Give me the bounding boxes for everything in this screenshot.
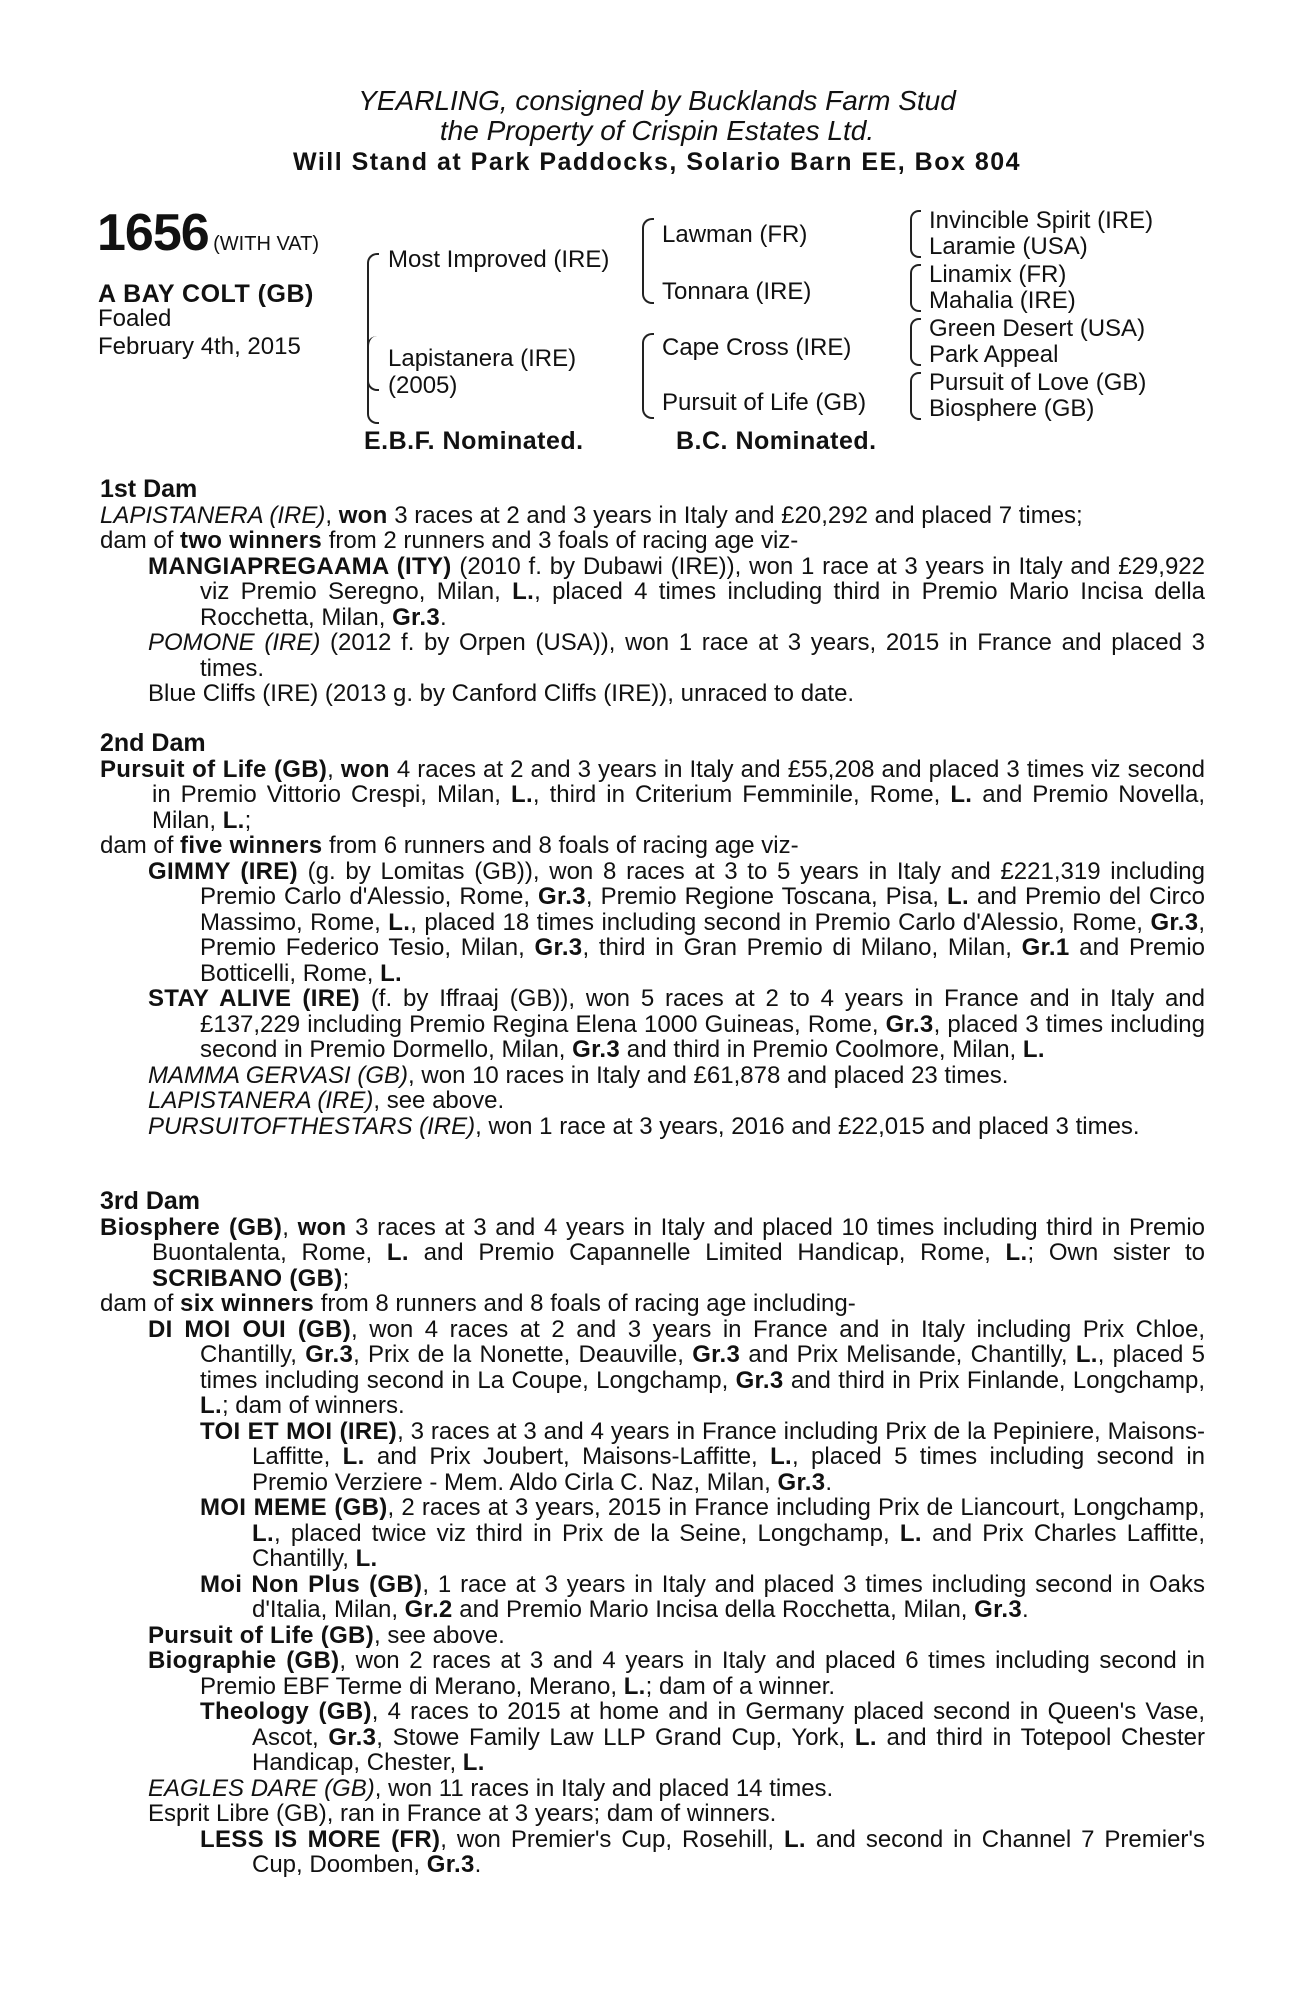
bold-text: L. bbox=[783, 1825, 806, 1853]
bold-text: L. bbox=[1022, 1036, 1045, 1063]
text-run: from 8 runners and 8 foals of racing age including- bbox=[314, 1290, 856, 1317]
text-run: 4 races at 2 and 3 years in Italy and £55,208 and placed 3 times viz second in Premio Vittorio Crespi, Milan, bbox=[152, 755, 1206, 808]
text-run: . bbox=[440, 603, 447, 631]
text-run: , 4 races to 2015 at home and in Germany placed second in Queen's Vase, Ascot, bbox=[252, 1698, 1206, 1751]
bold-text: won bbox=[338, 501, 388, 529]
grandsire-3: Green Desert (USA) bbox=[929, 315, 1146, 342]
text-run: (g. by Lomitas (GB)), won 8 races at 3 to 5 years in Italy and £221,319 including Premio Carlo d'Alessio, Rome, bbox=[200, 857, 1205, 910]
text-run: Esprit Libre (GB), ran in France at 3 years; dam of winners. bbox=[148, 1800, 777, 1827]
first-dam-heading: 1st Dam bbox=[100, 475, 198, 503]
third-dam-para-8 bbox=[100, 1648, 1205, 1699]
text-run: and Prix Melisande, Chantilly, bbox=[740, 1341, 1076, 1368]
bold-text: Biosphere (GB) bbox=[100, 1213, 283, 1241]
text-run: dam of bbox=[100, 832, 181, 859]
second-dam-section bbox=[100, 731, 1205, 1139]
text-run: . bbox=[474, 1851, 482, 1878]
bold-text: Biographie (GB) bbox=[148, 1647, 340, 1674]
bold-text: STAY ALIVE (IRE) bbox=[148, 985, 360, 1012]
pedigree-brace-4 bbox=[910, 210, 921, 258]
bold-text: Gr.3 bbox=[777, 1468, 826, 1496]
bold-text: L. bbox=[770, 1443, 793, 1470]
third-dam-para-3 bbox=[100, 1317, 1205, 1419]
third-dam-para-6 bbox=[100, 1572, 1205, 1623]
text-run: and Prix Charles Laffitte, Chantilly, bbox=[252, 1519, 1206, 1572]
third-dam-para-4 bbox=[100, 1419, 1205, 1496]
bold-text: Gr.3 bbox=[305, 1341, 354, 1368]
bold-text: Gr.3 bbox=[885, 1010, 934, 1038]
granddam-3: Park Appeal bbox=[929, 341, 1059, 368]
header-line-2: the Property of Crispin Estates Ltd. bbox=[439, 115, 875, 146]
third-dam-para-10 bbox=[100, 1776, 1205, 1802]
pedigree-brace-2 bbox=[642, 218, 654, 304]
bold-text: L. bbox=[1075, 1341, 1098, 1368]
bold-text: Gr.3 bbox=[534, 934, 583, 961]
text-run: , placed 5 times including second in Premio Verziere - Mem. Aldo Cirla C. Naz, Milan, bbox=[252, 1443, 1206, 1496]
text-run: and third in Prix Finlande, Longchamp, bbox=[783, 1366, 1206, 1394]
first-dam-para-2 bbox=[100, 528, 1205, 554]
bold-text: LESS IS MORE (FR) bbox=[200, 1825, 441, 1853]
second-dam-para-2 bbox=[100, 833, 1205, 859]
bold-text: L. bbox=[510, 781, 533, 808]
text-run: , Premio Regione Toscana, Pisa, bbox=[585, 883, 947, 910]
pedigree-brace-3 bbox=[642, 333, 654, 419]
bold-text: Gr.3 bbox=[735, 1366, 784, 1394]
dam-dam: Pursuit of Life (GB) bbox=[662, 389, 867, 416]
dam-year: (2005) bbox=[388, 372, 458, 399]
bold-text: L. bbox=[899, 1519, 922, 1547]
header-line-1: YEARLING, consigned by Bucklands Farm Stud bbox=[358, 85, 956, 116]
text-run: , won 4 races at 2 and 3 years in France and in Italy including Prix Chloe, Chantilly, bbox=[200, 1315, 1205, 1368]
first-dam-para-1 bbox=[100, 503, 1205, 529]
text-run: , Premio Federico Tesio, Milan, bbox=[200, 908, 1206, 961]
text-run: and Premio Mario Incisa della Rocchetta, Milan, bbox=[452, 1596, 975, 1623]
text-run: (f. by Iffraaj (GB)), won 5 races at 2 to 4 years in France and in Italy and £137,229 including Premio Regina Elena 1000 Guineas, Rome, bbox=[200, 985, 1205, 1038]
bold-text: two winners bbox=[180, 527, 323, 554]
first-dam-para-3 bbox=[100, 554, 1205, 631]
third-dam-heading: 3rd Dam bbox=[100, 1187, 201, 1215]
text-run: from 2 runners and 3 foals of racing age viz- bbox=[322, 527, 799, 554]
bold-text: L. bbox=[1005, 1239, 1028, 1266]
lot-number-block bbox=[97, 203, 319, 263]
bold-text: Pursuit of Life (GB) bbox=[148, 1621, 374, 1649]
italic-text: LAPISTANERA (IRE) bbox=[100, 501, 326, 529]
granddam-4: Biosphere (GB) bbox=[929, 395, 1095, 422]
bold-text: Moi Non Plus (GB) bbox=[200, 1570, 423, 1598]
bc-nominated: B.C. Nominated. bbox=[676, 427, 877, 455]
text-run: , 2 races at 3 years, 2015 in France including Prix de Liancourt, Longchamp, bbox=[387, 1494, 1205, 1521]
text-run: ; bbox=[342, 1264, 350, 1292]
bold-text: five winners bbox=[180, 832, 323, 859]
second-dam-heading: 2nd Dam bbox=[100, 729, 206, 757]
bold-text: Gr.1 bbox=[1021, 934, 1070, 961]
text-run: , third in Criterium Femminile, Rome, bbox=[532, 781, 951, 808]
bold-text: Gr.3 bbox=[426, 1851, 475, 1878]
bold-text: L. bbox=[355, 1545, 378, 1572]
third-dam-para-5 bbox=[100, 1495, 1205, 1572]
text-run: 3 races at 3 and 4 years in Italy and placed 10 times including third in Premio Buontalenta, Rome, bbox=[152, 1213, 1206, 1266]
bold-text: MOI MEME (GB) bbox=[200, 1494, 388, 1521]
text-run: , bbox=[325, 501, 339, 529]
third-dam-para-12 bbox=[100, 1827, 1205, 1878]
text-run: ; dam of winners. bbox=[221, 1392, 405, 1419]
first-dam-section bbox=[100, 477, 1205, 707]
second-dam-para-4 bbox=[100, 986, 1205, 1063]
bold-text: Gr.3 bbox=[692, 1341, 741, 1368]
third-dam-section bbox=[100, 1189, 1205, 1878]
text-run: , placed 5 times including second in La Coupe, Longchamp, bbox=[200, 1341, 1206, 1394]
text-run: and second in Channel 7 Premier's Cup, Doomben, bbox=[252, 1825, 1205, 1878]
bold-text: Gr.2 bbox=[404, 1596, 453, 1623]
lot-number: 1656 bbox=[97, 204, 209, 262]
third-dam-para-1 bbox=[100, 1215, 1205, 1292]
bold-text: won bbox=[340, 755, 390, 783]
second-dam-para-6 bbox=[100, 1088, 1205, 1114]
bold-text: L. bbox=[222, 806, 245, 834]
bold-text: Gr.3 bbox=[392, 603, 440, 631]
bold-text: L. bbox=[512, 578, 535, 605]
grandsire-2: Linamix (FR) bbox=[929, 261, 1067, 288]
text-run: ; dam of a winner. bbox=[645, 1672, 836, 1700]
dam: Lapistanera (IRE) bbox=[388, 345, 577, 372]
bold-text: SCRIBANO (GB) bbox=[152, 1264, 343, 1292]
text-run: , 1 race at 3 years in Italy and placed 3 times including second in Oaks d'Italia, Milan, bbox=[252, 1570, 1205, 1623]
text-run: and third in Premio Coolmore, Milan, bbox=[620, 1036, 1023, 1063]
bold-text: Pursuit of Life (GB) bbox=[100, 755, 328, 783]
text-run: (2010 f. by Dubawi (IRE)), won 1 race at 3 years in Italy and £29,922 viz Premio Seregno, Milan, bbox=[200, 552, 1205, 605]
text-run: , 3 races at 3 and 4 years in France including Prix de la Pepiniere, Maisons-Laffitte, bbox=[252, 1417, 1205, 1470]
text-run: , won 10 races in Italy and £61,878 and placed 23 times. bbox=[408, 1061, 1009, 1089]
text-run: , see above. bbox=[373, 1621, 505, 1649]
text-run: , won 1 race at 3 years, 2016 and £22,015 and placed 3 times. bbox=[475, 1112, 1140, 1140]
header-line-3: Will Stand at Park Paddocks, Solario Barn EE, Box 804 bbox=[292, 148, 1022, 176]
bold-text: L. bbox=[462, 1749, 485, 1776]
bold-text: DI MOI OUI (GB) bbox=[148, 1315, 352, 1343]
second-dam-para-3 bbox=[100, 859, 1205, 987]
sire: Most Improved (IRE) bbox=[388, 246, 610, 273]
foaled-label: Foaled bbox=[98, 305, 172, 332]
text-run: and Premio del Circo Massimo, Rome, bbox=[200, 883, 1205, 936]
vat-label: (WITH VAT) bbox=[213, 233, 320, 255]
text-run: and Premio Novella, Milan, bbox=[152, 781, 1206, 834]
text-run: dam of bbox=[100, 1290, 181, 1317]
text-run: (2012 f. by Orpen (USA)), won 1 race at 3 years, 2015 in France and placed 3 times. bbox=[200, 629, 1206, 682]
italic-text: PURSUITOFTHESTARS (IRE) bbox=[148, 1112, 476, 1140]
first-dam-para-4 bbox=[100, 630, 1205, 681]
text-run: , Stowe Family Law LLP Grand Cup, York, bbox=[376, 1723, 855, 1751]
text-run: , placed twice viz third in Prix de la Seine, Longchamp, bbox=[273, 1519, 900, 1547]
bold-text: L. bbox=[342, 1443, 365, 1470]
pedigree-brace-7 bbox=[910, 372, 921, 420]
bold-text: MANGIAPREGAAMA (ITY) bbox=[148, 552, 452, 580]
bold-text: Gr.3 bbox=[538, 883, 586, 910]
text-run: 3 races at 2 and 3 years in Italy and £20,292 and placed 7 times; bbox=[387, 501, 1083, 529]
italic-text: POMONE (IRE) bbox=[148, 629, 321, 656]
pedigree-brace-6 bbox=[910, 318, 921, 366]
italic-text: MAMMA GERVASI (GB) bbox=[148, 1061, 409, 1089]
text-run: , placed 18 times including second in Premio Carlo d'Alessio, Rome, bbox=[410, 908, 1151, 936]
colt-title: A BAY COLT (GB) bbox=[98, 280, 314, 308]
sire-sire: Lawman (FR) bbox=[662, 221, 808, 248]
third-dam-para-11 bbox=[100, 1801, 1205, 1827]
italic-text: LAPISTANERA (IRE) bbox=[148, 1087, 374, 1114]
text-run: and Prix Joubert, Maisons-Laffitte, bbox=[364, 1443, 771, 1470]
bold-text: L. bbox=[854, 1723, 877, 1751]
text-run: ; Own sister to bbox=[1027, 1239, 1206, 1266]
pedigree-brace-5 bbox=[910, 264, 921, 312]
text-run: . bbox=[825, 1468, 833, 1496]
text-run: , won 11 races in Italy and placed 14 times. bbox=[374, 1774, 834, 1802]
text-run: , see above. bbox=[373, 1087, 505, 1114]
bold-text: L. bbox=[388, 908, 411, 936]
bold-text: TOI ET MOI (IRE) bbox=[200, 1417, 398, 1445]
sire-dam: Tonnara (IRE) bbox=[662, 278, 812, 305]
bold-text: L. bbox=[200, 1392, 222, 1419]
second-dam-para-7 bbox=[100, 1114, 1205, 1140]
bold-text: Gr.3 bbox=[328, 1723, 377, 1751]
text-run: , Prix de la Nonette, Deauville, bbox=[353, 1341, 693, 1368]
text-run: , placed 3 times including second in Premio Dormello, Milan, bbox=[200, 1010, 1206, 1063]
text-run: Blue Cliffs (IRE) (2013 g. by Canford Cliffs (IRE)), unraced to date. bbox=[148, 680, 855, 707]
bold-text: L. bbox=[386, 1239, 409, 1266]
third-dam-para-7 bbox=[100, 1623, 1205, 1649]
bold-text: Gr.3 bbox=[974, 1596, 1023, 1623]
bold-text: won bbox=[297, 1213, 347, 1241]
text-run: , third in Gran Premio di Milano, Milan, bbox=[582, 934, 1022, 961]
bold-text: L. bbox=[623, 1672, 646, 1700]
text-run: , placed 4 times including third in Premio Mario Incisa della Rocchetta, Milan, bbox=[200, 578, 1206, 631]
granddam-1: Laramie (USA) bbox=[929, 233, 1088, 260]
bold-text: Gr.3 bbox=[572, 1036, 621, 1063]
first-dam-para-5 bbox=[100, 681, 1205, 707]
bold-text: GIMMY (IRE) bbox=[148, 857, 298, 885]
text-run: and Premio Botticelli, Rome, bbox=[200, 934, 1205, 987]
text-run: ; bbox=[244, 806, 252, 834]
third-dam-para-9 bbox=[100, 1699, 1205, 1776]
text-run: from 6 runners and 8 foals of racing age viz- bbox=[322, 832, 799, 859]
text-run: and Premio Capannelle Limited Handicap, Rome, bbox=[408, 1239, 1006, 1266]
text-run: , bbox=[327, 755, 341, 783]
bold-text: L. bbox=[946, 883, 969, 910]
pedigree-brace-1b bbox=[367, 336, 379, 424]
bold-text: L. bbox=[950, 781, 973, 808]
ebf-nominated: E.B.F. Nominated. bbox=[364, 427, 584, 455]
third-dam-para-2 bbox=[100, 1291, 1205, 1317]
text-run: dam of bbox=[100, 527, 181, 554]
granddam-2: Mahalia (IRE) bbox=[929, 287, 1076, 314]
text-run: , bbox=[282, 1213, 298, 1241]
bold-text: Theology (GB) bbox=[200, 1698, 372, 1725]
grandsire-4: Pursuit of Love (GB) bbox=[929, 369, 1147, 396]
bold-text: L. bbox=[380, 959, 402, 987]
text-run: , won 2 races at 3 and 4 years in Italy and placed 6 times including second in Premio EBF Terme di Merano, Merano, bbox=[200, 1647, 1205, 1700]
second-dam-para-1 bbox=[100, 757, 1205, 834]
bold-text: six winners bbox=[180, 1290, 315, 1317]
dam-sire: Cape Cross (IRE) bbox=[662, 334, 852, 361]
text-run: . bbox=[1022, 1596, 1029, 1623]
text-run: , won Premier's Cup, Rosehill, bbox=[440, 1825, 784, 1853]
bold-text: L. bbox=[252, 1519, 274, 1547]
text-run: and third in Totepool Chester Handicap, Chester, bbox=[252, 1723, 1206, 1776]
grandsire-1: Invincible Spirit (IRE) bbox=[929, 207, 1154, 234]
italic-text: EAGLES DARE (GB) bbox=[148, 1774, 375, 1802]
foaled-date: February 4th, 2015 bbox=[98, 333, 301, 360]
bold-text: Gr.3 bbox=[1150, 908, 1199, 936]
second-dam-para-5 bbox=[100, 1063, 1205, 1089]
